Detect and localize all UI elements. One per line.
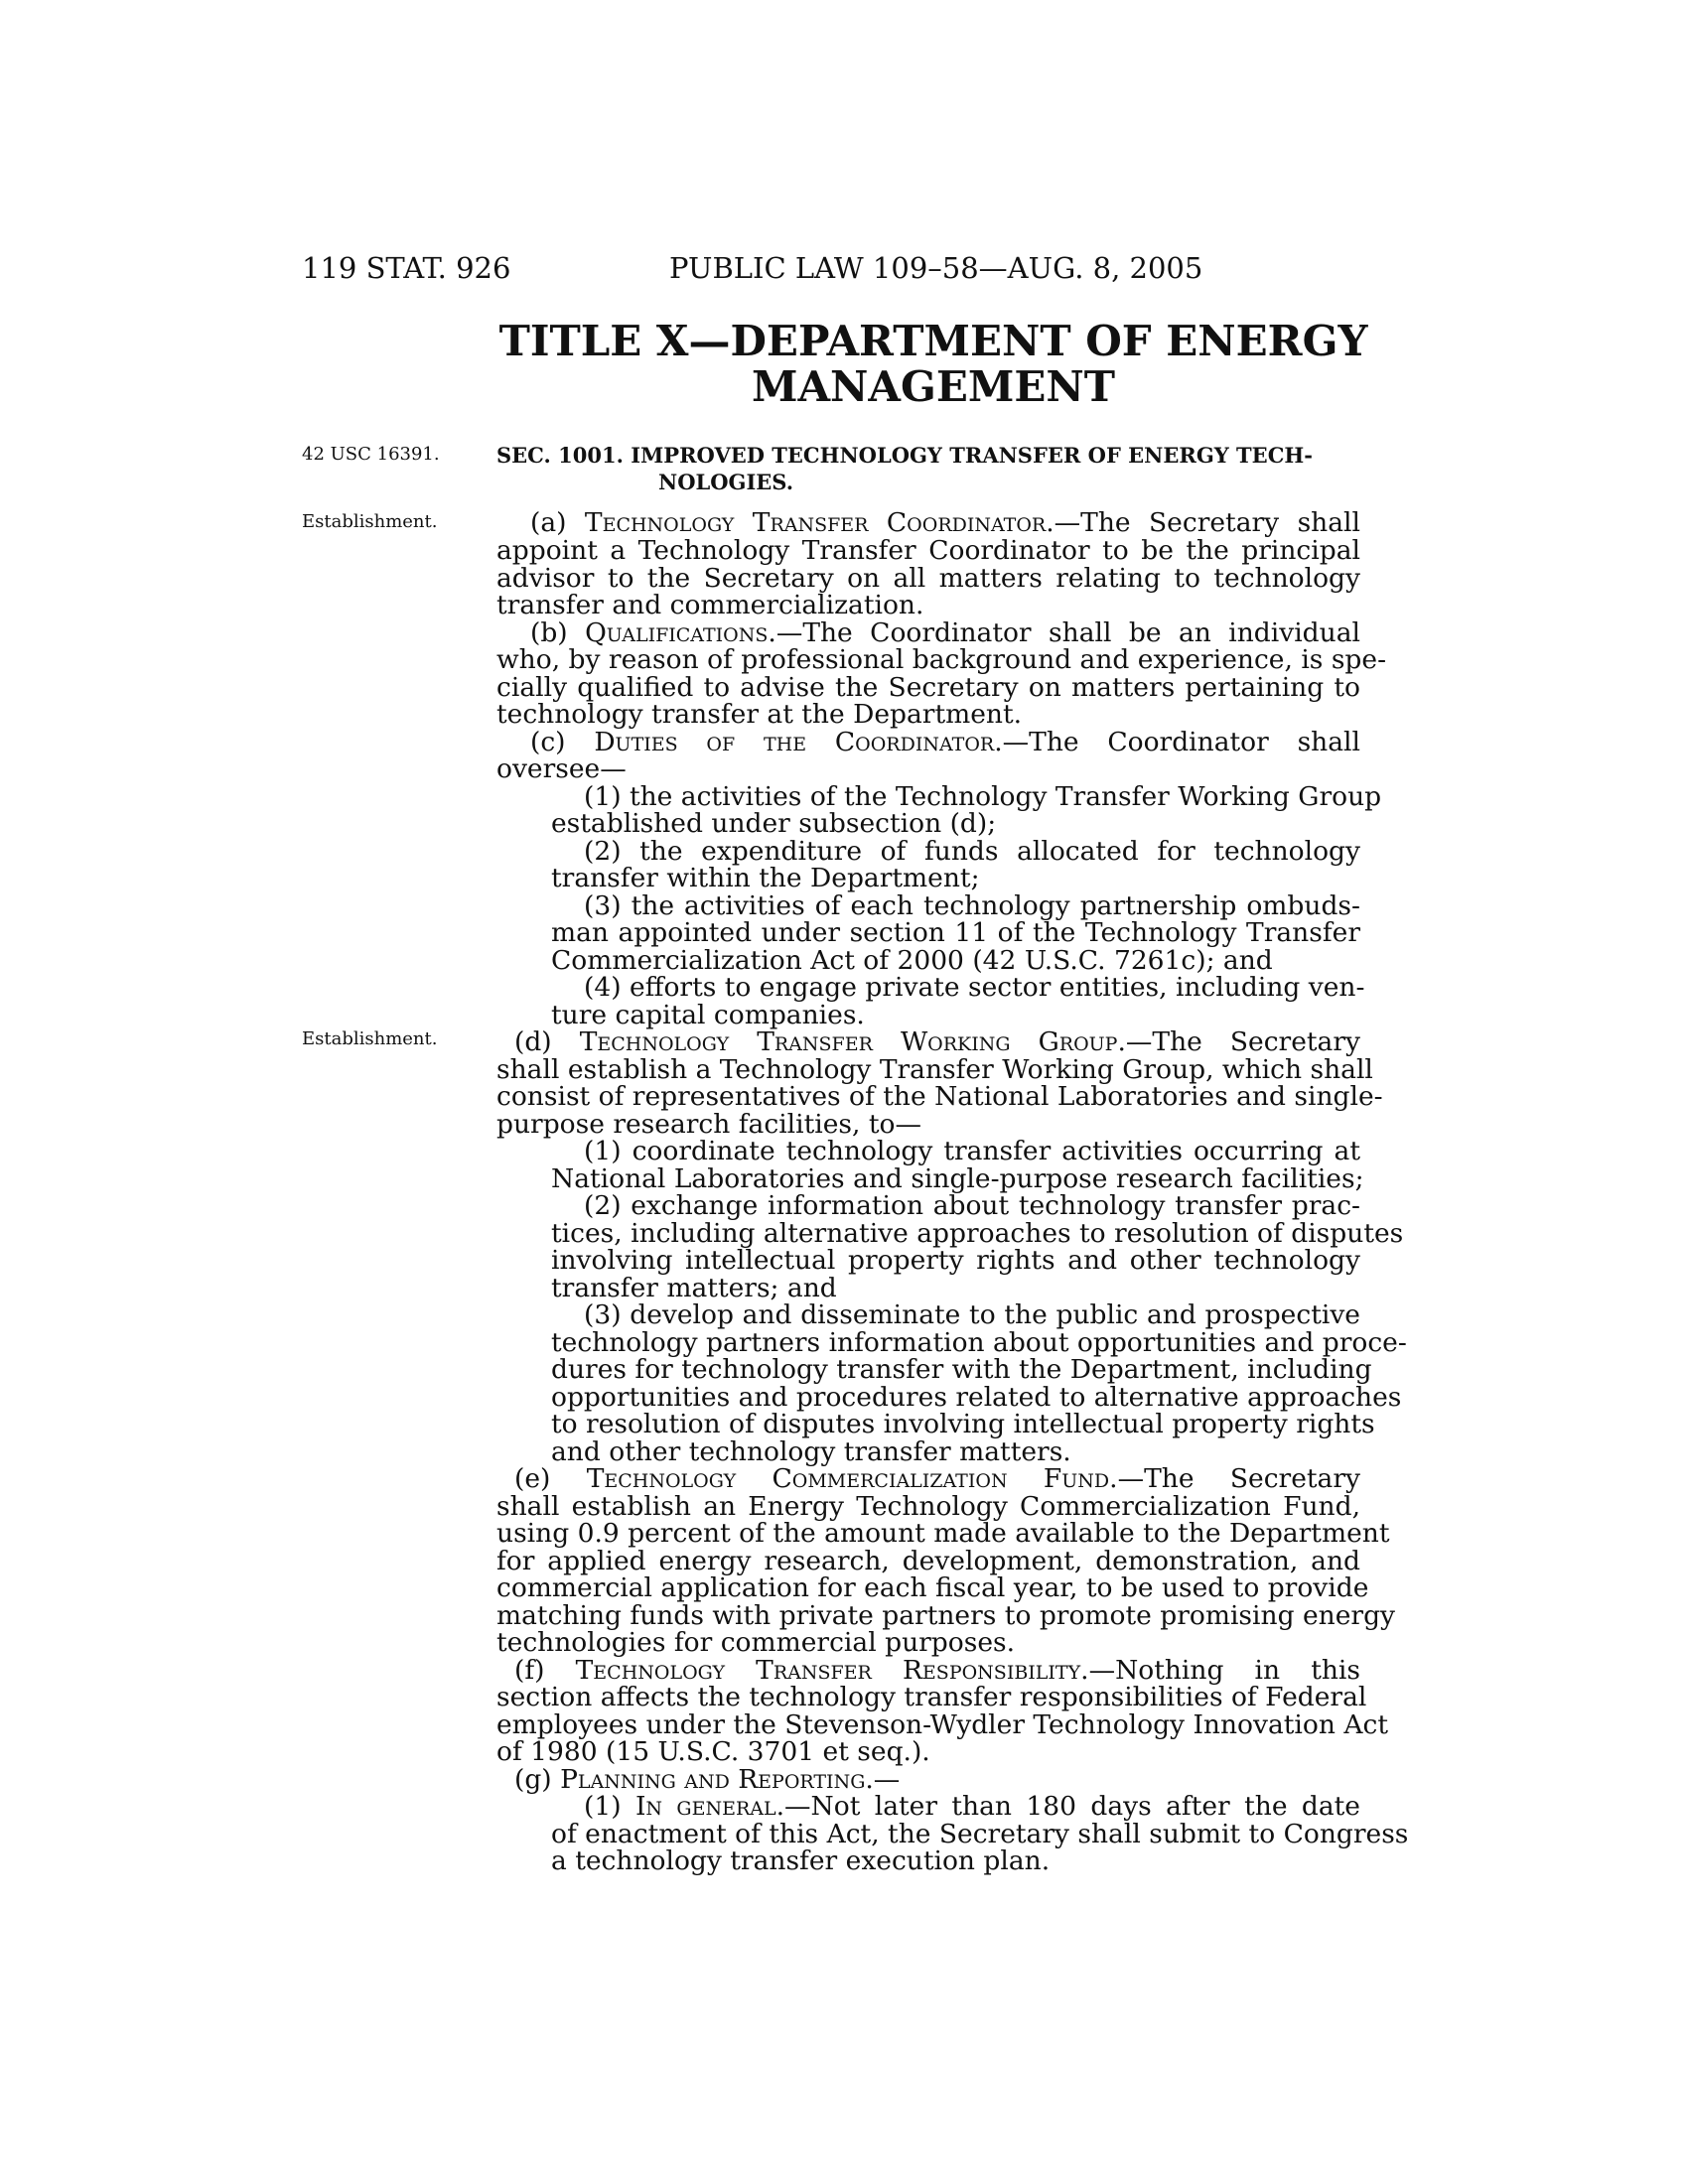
para-c-item-3-line-2: man appointed under section 11 of the Technology Transfer: [551, 917, 1360, 948]
para-f-line-1: (f) Technology Transfer Responsibility.—Nothing in this: [514, 1655, 1360, 1686]
para-d-line-1: (d) Technology Transfer Working Group.—The Secretary: [514, 1026, 1360, 1057]
para-d-line-2: shall establish a Technology Transfer Working Group, which shall: [496, 1054, 1373, 1085]
para-c-label: (c): [530, 727, 595, 757]
para-d-item-3-line-1: (3) develop and disseminate to the public and prospective: [584, 1299, 1360, 1330]
para-f-line-4: of 1980 (15 U.S.C. 3701 et seq.).: [496, 1736, 930, 1767]
para-c-item-3-line-1: (3) the activities of each technology partnership ombuds-: [584, 890, 1360, 921]
para-c-item-3-line-3: Commercialization Act of 2000 (42 U.S.C. 7261c); and: [551, 945, 1273, 976]
para-e-label: (e): [514, 1463, 587, 1494]
para-d-line-4: purpose research facilities, to—: [496, 1109, 921, 1140]
stat-reference: 119 STAT. 926: [302, 251, 511, 285]
para-g-heading: Planning and Reporting: [560, 1764, 866, 1795]
para-d-item-3-line-5: to resolution of disputes involving intellectual property rights: [551, 1409, 1375, 1439]
para-d-item-3-line-2: technology partners information about opportunities and proce-: [551, 1327, 1407, 1358]
section-heading-line-2: NOLOGIES.: [658, 470, 794, 494]
para-e-line-5: commercial application for each fiscal year, to be used to provide: [496, 1572, 1369, 1603]
para-d-item-3-line-3: dures for technology transfer with the Department, including: [551, 1354, 1372, 1385]
para-b-line-3: cially qualified to advise the Secretary on matters pertaining to: [496, 672, 1360, 703]
para-g1-label: (1): [584, 1791, 635, 1822]
section-heading-line-1: SEC. 1001. IMPROVED TECHNOLOGY TRANSFER OF ENERGY TECH-: [496, 443, 1313, 468]
para-e-line-1: (e) Technology Commercialization Fund.—The Secretary: [514, 1463, 1360, 1494]
para-d-label: (d): [514, 1026, 580, 1057]
para-c-item-2-line-2: transfer within the Department;: [551, 863, 980, 893]
title-line-1: TITLE X—DEPARTMENT OF ENERGY: [498, 317, 1368, 365]
margin-note-establishment-d: Establishment.: [302, 1028, 438, 1049]
para-c-item-4-line-1: (4) efforts to engage private sector entities, including ven-: [584, 972, 1365, 1003]
para-e-line-3: using 0.9 percent of the amount made available to the Department: [496, 1518, 1390, 1549]
para-d-heading: Technology Transfer Working Group: [579, 1026, 1118, 1057]
para-c-item-1-line-2: established under subsection (d);: [551, 808, 997, 839]
public-law-reference: PUBLIC LAW 109–58—AUG. 8, 2005: [669, 251, 1203, 285]
para-d-item-2-line-4: transfer matters; and: [551, 1273, 837, 1303]
para-b-line-1: (b) Qualifications.—The Coordinator shall be an individual: [530, 617, 1360, 648]
para-g1-line-1: (1) In general.—Not later than 180 days after the date: [584, 1791, 1360, 1822]
para-a-label: (a): [530, 507, 585, 538]
para-g1-heading: In general: [634, 1791, 776, 1822]
para-b-line-4: technology transfer at the Department.: [496, 699, 1023, 730]
para-e-heading: Technology Commercialization Fund: [586, 1463, 1110, 1494]
para-d-item-3-line-6: and other technology transfer matters.: [551, 1436, 1071, 1467]
para-c-heading: Duties of the Coordinator: [594, 727, 995, 757]
para-a-line-1: (a) Technology Transfer Coordinator.—The Secretary shall: [530, 507, 1360, 538]
para-c-line-2: oversee—: [496, 753, 627, 784]
para-d-item-1-line-2: National Laboratories and single-purpose research facilities;: [551, 1163, 1364, 1194]
para-a-line-3: advisor to the Secretary on all matters relating to technology: [496, 563, 1360, 594]
para-f-line-3: employees under the Stevenson-Wydler Technology Innovation Act: [496, 1709, 1388, 1740]
para-d-item-1-line-1: (1) coordinate technology transfer activities occurring at: [584, 1136, 1360, 1166]
para-b-label: (b): [530, 617, 586, 648]
para-d-item-2-line-2: tices, including alternative approaches to resolution of disputes: [551, 1218, 1404, 1249]
margin-note-usc: 42 USC 16391.: [302, 444, 440, 465]
para-b-line-2: who, by reason of professional background and experience, is spe-: [496, 644, 1387, 675]
para-d-line-3: consist of representatives of the National Laboratories and single-: [496, 1081, 1383, 1112]
para-c-item-1-line-1: (1) the activities of the Technology Transfer Working Group: [584, 781, 1382, 812]
para-f-heading: Technology Transfer Responsibility: [575, 1655, 1081, 1686]
para-a-line-4: transfer and commercialization.: [496, 590, 924, 620]
para-e-line-4: for applied energy research, development, demonstration, and: [496, 1546, 1360, 1576]
para-b-heading: Qualifications: [585, 617, 769, 648]
para-c-line-1: (c) Duties of the Coordinator.—The Coordinator shall: [530, 727, 1360, 757]
title-line-2: MANAGEMENT: [751, 362, 1116, 411]
para-e-line-6: matching funds with private partners to promote promising energy: [496, 1600, 1395, 1631]
para-d-item-2-line-3: involving intellectual property rights and other technology: [551, 1245, 1360, 1276]
para-d-item-3-line-4: opportunities and procedures related to alternative approaches: [551, 1382, 1402, 1413]
para-e-line-7: technologies for commercial purposes.: [496, 1627, 1016, 1658]
para-g1-line-2: of enactment of this Act, the Secretary shall submit to Congress: [551, 1819, 1409, 1849]
margin-note-establishment-a: Establishment.: [302, 511, 438, 532]
para-a-line-2: appoint a Technology Transfer Coordinator to be the principal: [496, 535, 1360, 566]
para-a-heading: Technology Transfer Coordinator: [584, 507, 1047, 538]
para-g1-line-3: a technology transfer execution plan.: [551, 1845, 1051, 1876]
para-g-label: (g): [514, 1764, 561, 1795]
para-g-line-1: (g) Planning and Reporting.—: [514, 1764, 901, 1795]
para-d-item-2-line-1: (2) exchange information about technology transfer prac-: [584, 1190, 1360, 1221]
para-f-label: (f): [514, 1655, 576, 1686]
para-c-item-2-line-1: (2) the expenditure of funds allocated for technology: [584, 836, 1360, 867]
para-e-line-2: shall establish an Energy Technology Commercialization Fund,: [496, 1491, 1360, 1522]
para-c-item-4-line-2: ture capital companies.: [551, 1000, 865, 1030]
para-f-line-2: section affects the technology transfer responsibilities of Federal: [496, 1682, 1367, 1712]
